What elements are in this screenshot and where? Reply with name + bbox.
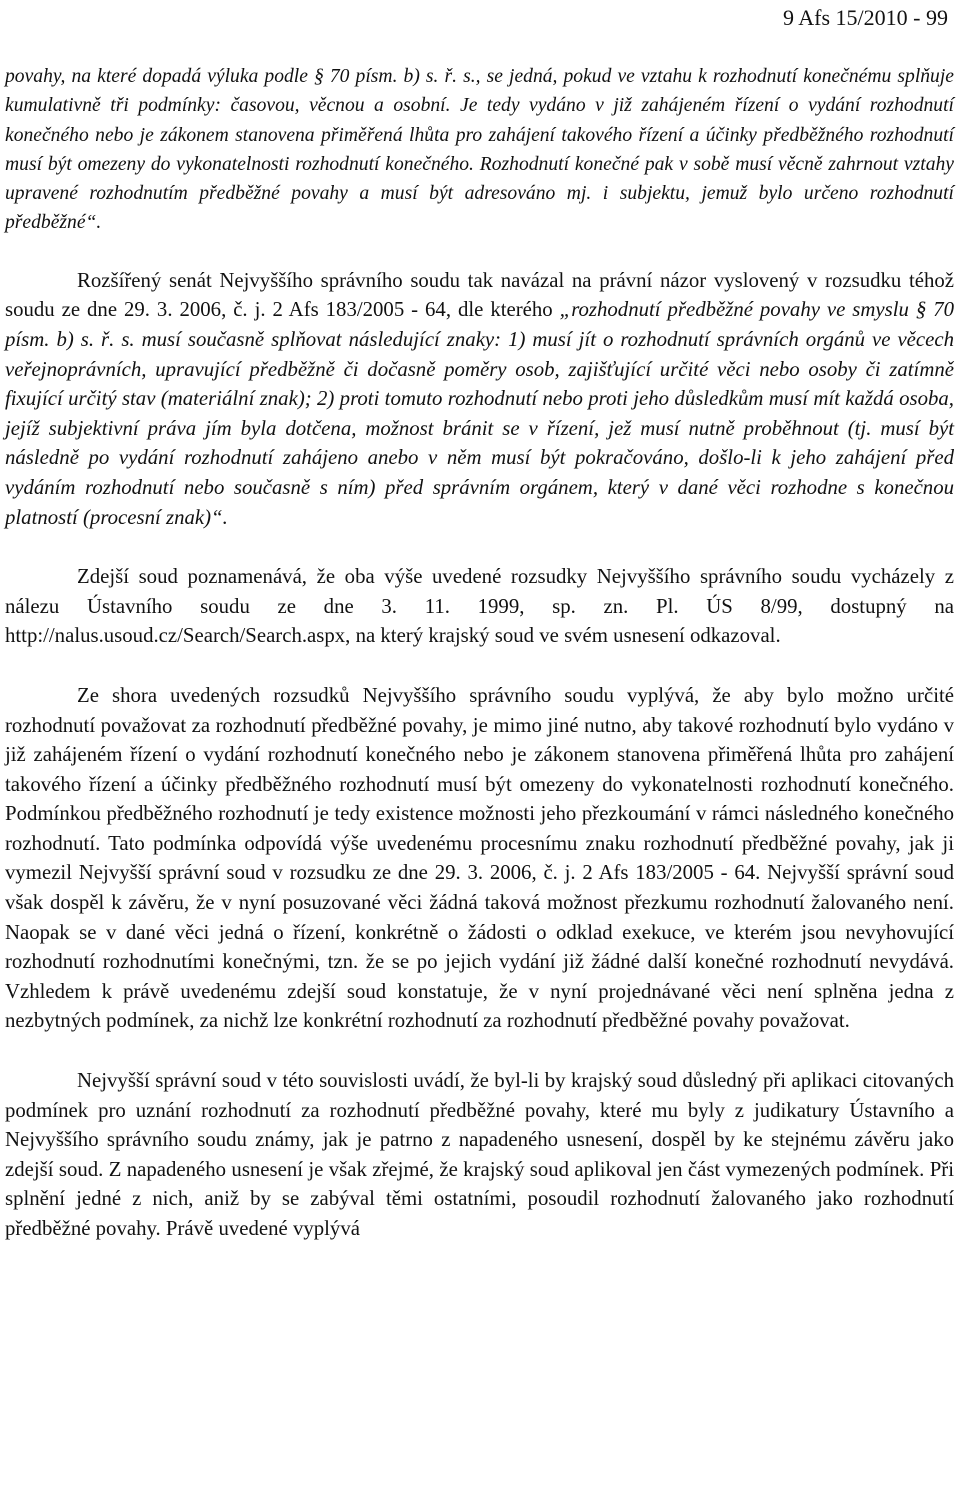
quoted-judgment-text: „rozhodnutí předběžné povahy ve smyslu § 70 písm. b) s. ř. s. musí současně splňovat následující znaky: 1) musí jít o rozhodnutí správních orgánů ve věcech veřejnoprávních, upravující předběžně či dočasně poměry osob, zajišťující určité věci nebo osoby či zatímně fixující určitý stav (materiální znak); 2) proti tomuto rozhodnutí nebo proti jeho důsledkům musí mít každá osoba, jejíž subjektivní práva jím byla dotčena, možnost bránit se v řízení, jež musí nutně proběhnout (tj. musí být následně po vydání rozhodnutí zahájeno anebo v něm musí být pokračováno, došlo-li k jeho zahájení před vydáním rozhodnutí nebo současně s ním) před správním orgánem, který v dané věci rozhodne s konečnou platností (procesní znak)“. xyxy=(5,298,954,529)
paragraph-extended-senate xyxy=(5,266,954,532)
case-number-header: 9 Afs 15/2010 - 99 xyxy=(783,5,948,30)
paragraph-court-analysis: Ze shora uvedených rozsudků Nejvyššího správního soudu vyplývá, že aby bylo možno určité rozhodnutí považovat za rozhodnutí předběžné povahy, je mimo jiné nutno, aby takové rozhodnutí bylo vydáno v již zahájeném řízení o vydání rozhodnutí konečného nebo je zákonem stanovena přiměřená lhůta pro zahájení takového řízení a účinky předběžného rozhodnutí musí být omezeny do vykonatelnosti rozhodnutí konečného. Podmínkou předběžného rozhodnutí je tedy existence možnosti jeho přezkoumání v rámci následného konečného rozhodnutí. Tato podmínka odpovídá výše uvedenému procesnímu znaku rozhodnutí předběžné povahy, jak ji vymezil Nejvyšší správní soud v rozsudku ze dne 29. 3. 2006, č. j. 2 Afs 183/2005 - 64. Nejvyšší správní soud však dospěl k závěru, že v nyní posuzované věci žádná taková možnost přezkumu rozhodnutí žalovaného není. Naopak se v dané věci jedná o řízení, konkrétně o žádosti o odklad exekuce, ve kterém jsou nevyhovující rozhodnutí rozhodnutími konečnými, tzn. že se po jejich vydání již žádné další konečné rozhodnutí nevydává. Vzhledem k právě uvedenému zdejší soud konstatuje, že v nyní projednávané věci není splněna jedna z nezbytných podmínek, za nichž lze konkrétní rozhodnutí za rozhodnutí předběžné povahy považovat. xyxy=(5,683,954,1033)
paragraph-constitutional-court-reference: Zdejší soud poznamenává, že oba výše uvedené rozsudky Nejvyššího správního soudu vycházely z nálezu Ústavního soudu ze dne 3. 11. 1999, sp. zn. Pl. ÚS 8/99, dostupný na http://nalus.usoud.cz/Search/Search.aspx, na který krajský soud ve svém usnesení odkazoval. xyxy=(5,565,954,648)
quoted-paragraph-continuation: povahy, na které dopadá výluka podle § 70 písm. b) s. ř. s., se jedná, pokud ve vztahu k rozhodnutí konečnému splňuje kumulativně tři podmínky: časovou, věcnou a osobní. Je tedy vydáno v již zahájeném řízení o vydání rozhodnutí konečného nebo je zákonem stanovena přiměřená lhůta pro zahájení takového řízení a účinky předběžného rozhodnutí musí být omezeny do vykonatelnosti rozhodnutí konečného. Rozhodnutí konečné pak v sobě musí věcně zahrnout vztahy upravené rozhodnutím předběžné povahy a musí být adresováno mj. i subjektu, jemuž bylo určeno rozhodnutí předběžné“. xyxy=(5,66,954,234)
document-body xyxy=(5,62,954,1244)
paragraph-lead-text: Rozšířený senát Nejvyššího správního soudu tak navázal na právní názor vyslovený v rozsudku téhož soudu ze dne 29. 3. 2006, č. j. 2 Afs 183/2005 - 64, dle kterého xyxy=(5,268,954,322)
paragraph-regional-court-assessment: Nejvyšší správní soud v této souvislosti uvádí, že byl-li by krajský soud důsledný při aplikaci citovaných podmínek pro uznání rozhodnutí za rozhodnutí předběžné povahy, které mu byly z judikatury Ústavního a Nejvyššího správního soudu známy, jak je patrno z napadeného usnesení, dospěl by ke stejnému závěru jako zdejší soud. Z napadeného usnesení je však zřejmé, že krajský soud aplikoval jen část vymezených podmínek. Při splnění jedné z nich, aniž by se zabýval těmi ostatními, posoudil rozhodnutí žalovaného jako rozhodnutí předběžné povahy. Právě uvedené vyplývá xyxy=(5,1069,954,1240)
